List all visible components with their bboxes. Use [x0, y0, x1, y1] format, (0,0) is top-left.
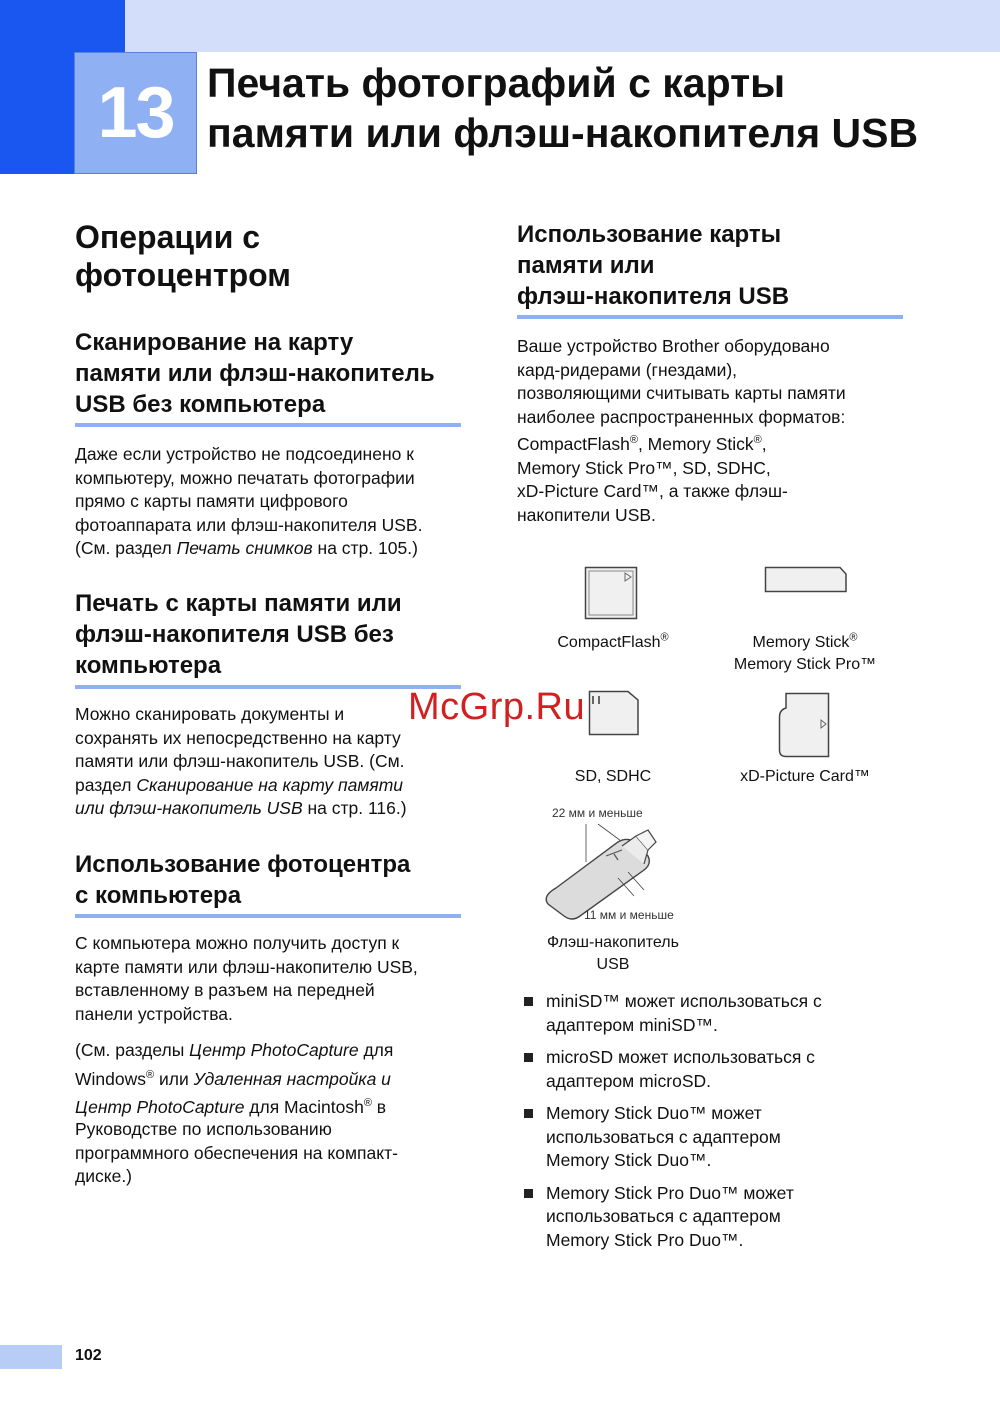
sd-caption: SD, SDHC	[574, 768, 652, 785]
text-line: Memory Stick Duo™.	[546, 1150, 712, 1170]
bullet-square-icon	[524, 1189, 533, 1198]
caption-text: CompactFlash	[557, 634, 661, 651]
cross-reference-link[interactable]: Центр PhotoCapture	[189, 1040, 359, 1060]
heading-rule	[517, 315, 903, 319]
text-line: вставленному в разъем на передней	[75, 980, 375, 1000]
text-line	[75, 537, 470, 561]
bullet-square-icon	[524, 1109, 533, 1118]
usage-heading	[517, 219, 917, 312]
text-line: позволяющими считывать карты памяти	[517, 383, 846, 403]
cross-reference-link[interactable]: или флэш-накопитель USB	[75, 798, 303, 818]
text-line: использоваться с адаптером	[546, 1126, 781, 1147]
text-line: Руководстве по использованию	[75, 1119, 332, 1139]
heading-line: памяти или	[517, 252, 655, 279]
adapter-notes-list	[517, 990, 937, 1252]
text-line: кард-ридерами (гнездами),	[517, 359, 738, 380]
chapter-number: 13	[74, 52, 197, 174]
text-span: Windows	[75, 1068, 146, 1089]
pc-heading	[75, 849, 470, 911]
heading-line: Сканирование на карту	[75, 329, 354, 356]
usb-flash-drive-icon	[536, 822, 666, 922]
pc-paragraph-2-tail	[75, 1118, 470, 1189]
xd-caption: xD-Picture Card™	[740, 768, 870, 785]
text-line: компьютеру, можно печатать фотографии	[75, 467, 415, 488]
heading-line: Использование фотоцентра	[75, 851, 411, 878]
usage-formats	[517, 433, 937, 527]
header-side-strip	[0, 52, 74, 174]
text-line	[75, 797, 470, 821]
text-line: памяти или флэш-накопитель USB. (См.	[75, 751, 405, 771]
heading-line: компьютера	[75, 652, 222, 679]
text-line: Ваше устройство Brother оборудовано	[517, 336, 830, 356]
memory-stick-card-icon	[764, 566, 848, 594]
pc-paragraph-1	[75, 932, 470, 1026]
text-span: ,	[761, 434, 767, 454]
text-span: для	[358, 1040, 394, 1060]
watermark: McGrp.Ru	[408, 686, 586, 728]
width-dimension-label: 22 мм и меньше	[552, 806, 643, 820]
text-line: С компьютера можно получить доступ к	[75, 933, 400, 953]
caption-line: USB	[596, 955, 630, 973]
heading-line: USB без компьютера	[75, 391, 326, 418]
heading-line: флэш-накопителя USB	[517, 283, 790, 310]
text-span: для Macintosh	[244, 1097, 364, 1117]
usage-intro	[517, 335, 937, 429]
text-line: карте памяти или флэш-накопителю USB,	[75, 956, 418, 977]
ref-suffix: на стр. 105.)	[312, 538, 418, 558]
list-item	[517, 1046, 937, 1093]
text-span: или	[154, 1068, 194, 1089]
footer-bar	[0, 1345, 62, 1369]
usb-caption	[520, 932, 706, 975]
text-line: Memory Stick Duo™ может	[546, 1103, 762, 1123]
text-line: панели устройства.	[75, 1003, 233, 1024]
compactflash-card-icon	[584, 566, 640, 622]
text-line: адаптером miniSD™.	[546, 1014, 718, 1035]
text-line: Можно сканировать документы и	[75, 704, 345, 724]
list-item	[517, 990, 937, 1037]
sd-card-icon	[588, 690, 640, 736]
text-line: наиболее распространенных форматов:	[517, 406, 846, 427]
text-span: , Memory Stick	[637, 434, 754, 454]
text-line	[75, 1065, 470, 1094]
chapter-title	[207, 58, 987, 158]
text-line: Memory Stick Pro™, SD, SDHC,	[517, 457, 771, 478]
thickness-dimension-label: 11 мм и меньше	[584, 908, 674, 922]
heading-line: Печать с карты памяти или	[75, 590, 402, 617]
caption-line: Флэш-накопитель	[547, 934, 679, 951]
heading-rule	[75, 423, 461, 427]
xd-picture-card-icon	[778, 692, 830, 758]
text-line: Даже если устройство не подсоединено к	[75, 444, 414, 464]
list-item	[517, 1102, 937, 1173]
registered-mark: ®	[849, 631, 858, 644]
chapter-title-line: Печать фотографий с карты	[207, 60, 786, 106]
text-line	[75, 1036, 470, 1065]
section-title-line: Операции с	[75, 219, 261, 255]
heading-rule	[75, 914, 461, 918]
text-line: Memory Stick Pro Duo™.	[546, 1229, 744, 1250]
text-line: microSD может использоваться с	[546, 1047, 815, 1067]
chapter-title-line: памяти или флэш-накопителя USB	[207, 110, 919, 156]
heading-line: Использование карты	[517, 221, 782, 248]
text-line: фотоаппарата или флэш-накопителя USB.	[75, 514, 423, 535]
section-title-line: фотоцентром	[75, 257, 291, 293]
heading-line: памяти или флэш-накопитель	[75, 360, 435, 387]
text-line: miniSD™ может использоваться с	[546, 991, 822, 1011]
text-line: накопители USB.	[517, 504, 656, 525]
registered-mark: ®	[629, 434, 638, 447]
memory-stick-caption	[710, 632, 900, 675]
page-number: 102	[75, 1347, 102, 1364]
ref-prefix: (См. раздел	[75, 538, 177, 558]
heading-line: флэш-накопителя USB без	[75, 621, 394, 648]
text-line: прямо с карты памяти цифрового	[75, 491, 348, 511]
text-line	[75, 774, 470, 798]
cross-reference-link[interactable]: Печать снимков	[176, 538, 313, 558]
text-line: сохранять их непосредственно на карту	[75, 727, 401, 748]
text-line	[517, 433, 937, 457]
registered-mark: ®	[146, 1068, 155, 1081]
header-accent-block	[0, 0, 125, 52]
caption-line	[710, 632, 900, 654]
heading-rule	[75, 685, 461, 689]
scan-paragraph	[75, 443, 470, 561]
ref-suffix: на стр. 116.)	[302, 798, 407, 818]
bullet-square-icon	[524, 997, 533, 1006]
bullet-square-icon	[524, 1053, 533, 1062]
caption-line: Memory Stick Pro™	[733, 655, 877, 673]
ref-prefix: раздел	[75, 774, 137, 795]
list-item	[517, 1182, 937, 1253]
ref-prefix: (См. разделы	[75, 1040, 190, 1060]
cross-reference-link[interactable]: Удаленная настройка и	[193, 1068, 391, 1089]
scan-heading	[75, 327, 465, 420]
text-span: в	[371, 1097, 387, 1117]
pc-paragraph-2	[75, 1036, 470, 1122]
compactflash-caption	[520, 632, 706, 654]
text-line: xD-Picture Card™, а также флэш-	[517, 481, 788, 501]
registered-mark: ®	[660, 631, 669, 644]
text-line: программного обеспечения на компакт-	[75, 1142, 398, 1163]
text-line: диске.)	[75, 1166, 133, 1186]
header-band	[125, 0, 1000, 52]
cross-reference-link[interactable]: Сканирование на карту памяти	[136, 774, 404, 795]
cross-reference-link[interactable]: Центр PhotoCapture	[75, 1097, 245, 1117]
registered-mark: ®	[753, 434, 762, 447]
print-heading	[75, 588, 465, 681]
registered-mark: ®	[363, 1097, 372, 1110]
caption-text: Memory Stick	[752, 634, 850, 651]
section-title	[75, 218, 475, 294]
text-line: использоваться с адаптером	[546, 1206, 781, 1226]
text-line: Memory Stick Pro Duo™ может	[546, 1182, 794, 1203]
text-span: CompactFlash	[517, 434, 630, 454]
text-line: адаптером microSD.	[546, 1070, 712, 1091]
heading-line: с компьютера	[75, 882, 242, 909]
